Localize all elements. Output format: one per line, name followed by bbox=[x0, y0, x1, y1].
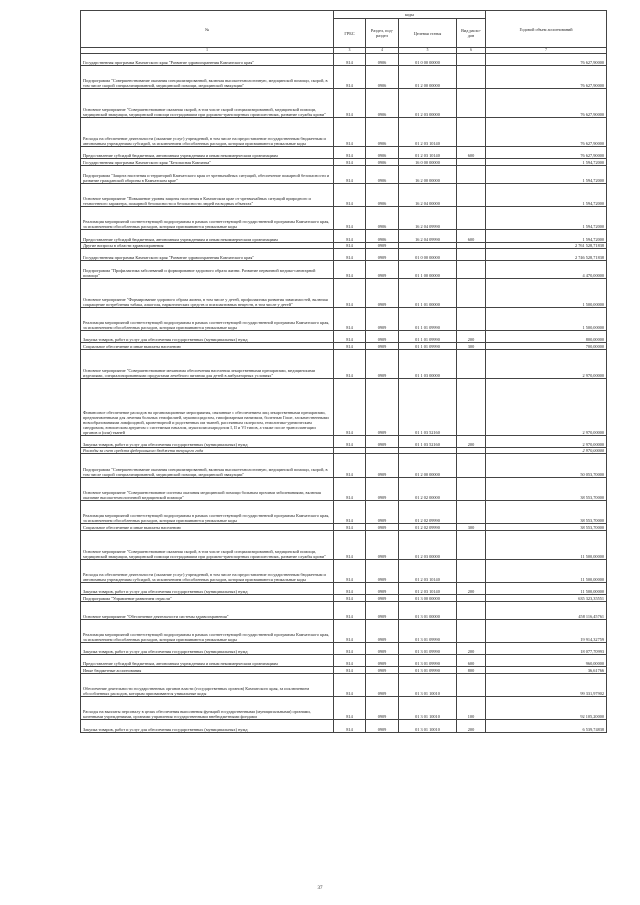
row-section: 0909 bbox=[366, 595, 399, 602]
row-name: Основное мероприятие "Совершенствование системы оказания медицинской помощи больным прочими заболеваниями, включая оказание высокотехнологичной медицинской помощи" bbox=[81, 477, 334, 500]
row-name: Закупка товаров, работ и услуг для обеспечения государственных (муниципальных) нужд bbox=[81, 720, 334, 732]
row-name: Обеспечение деятельности государственных органов власти (государственных органов) Камчатского края, за исключением обособленных расходов, которым присваиваются уникальные коды bbox=[81, 673, 334, 696]
row-target: 01 3 01 10010 bbox=[399, 720, 457, 732]
row-expense-type: 200 bbox=[457, 435, 486, 447]
row-section: 0906 bbox=[366, 183, 399, 206]
row-section: 0909 bbox=[366, 530, 399, 559]
budget-table bbox=[80, 10, 607, 733]
row-name: Предоставление субсидий бюджетным, автономным учреждениям и иным некоммерческим организациям bbox=[81, 147, 334, 159]
table-row bbox=[81, 447, 607, 454]
row-amount: 18 077,70993 bbox=[486, 642, 607, 654]
row-section: 0909 bbox=[366, 343, 399, 350]
table-row bbox=[81, 307, 607, 330]
row-target: 01 3 01 09990 bbox=[399, 619, 457, 642]
row-name: Подпрограмма "Защита населения и территорий Камчатского края от чрезвычайных ситуаций, обеспечение пожарной безопасности и развитие гражданской обороны в Камчатском крае" bbox=[81, 165, 334, 183]
row-expense-type bbox=[457, 530, 486, 559]
page-number: 37 bbox=[317, 886, 323, 891]
row-grbs: 814 bbox=[334, 89, 366, 118]
row-target: 01 1 01 00000 bbox=[399, 278, 457, 307]
row-section: 0909 bbox=[366, 435, 399, 447]
row-amount: 76 627,90000 bbox=[486, 66, 607, 89]
row-amount: 1 594,72000 bbox=[486, 207, 607, 230]
row-section bbox=[366, 447, 399, 454]
row-amount: 2 970,00000 bbox=[486, 378, 607, 435]
table-row bbox=[81, 500, 607, 523]
row-expense-type: 300 bbox=[457, 343, 486, 350]
row-section: 0906 bbox=[366, 159, 399, 166]
row-target: 01 1 01 09990 bbox=[399, 307, 457, 330]
row-section: 0906 bbox=[366, 165, 399, 183]
row-section: 0909 bbox=[366, 500, 399, 523]
row-target: 01 3 01 09990 bbox=[399, 654, 457, 666]
row-expense-type: 100 bbox=[457, 697, 486, 720]
row-expense-type bbox=[457, 66, 486, 89]
row-name: Социальное обеспечение и иные выплаты населению bbox=[81, 343, 334, 350]
row-expense-type: 200 bbox=[457, 331, 486, 343]
row-amount: 2 970,00000 bbox=[486, 447, 607, 454]
row-section: 0906 bbox=[366, 118, 399, 147]
row-expense-type bbox=[457, 378, 486, 435]
row-name: Реализация мероприятий соответствующей подпрограммы в рамках соответствующей государственной программы Камчатского края, за исключением обособленных расходов, которым присваиваются уникальные коды bbox=[81, 307, 334, 330]
header-row-top bbox=[81, 11, 607, 19]
row-expense-type bbox=[457, 559, 486, 582]
row-target: 01 0 00 00000 bbox=[399, 249, 457, 261]
document-sheet bbox=[80, 10, 606, 733]
row-amount: 960,00000 bbox=[486, 654, 607, 666]
row-amount: 635 323,35551 bbox=[486, 595, 607, 602]
row-name: Расходы на обеспечение деятельности (оказание услуг) учреждений, в том числе на предоставление государственным бюджетным и автономным учреждениям субсидий, за исключением обособленных расходов, которым присваиваются уникальные коды bbox=[81, 118, 334, 147]
row-name: Иные бюджетные ассигнования bbox=[81, 667, 334, 674]
row-name: Предоставление субсидий бюджетным, автономным учреждениям и иным некоммерческим организациям bbox=[81, 230, 334, 242]
row-name: Подпрограмма "Совершенствование оказания специализированной, включая высокотехнологичную, медицинской помощи, скорой, в том числе скорой специализированной, медицинской помощи, медицинской эвакуации" bbox=[81, 66, 334, 89]
table-row bbox=[81, 454, 607, 477]
row-name: Основное мероприятие "Совершенствование оказания скорой, в том числе скорой специализированной, медицинской помощи, медицинской эвакуации, медицинской помощи пострадавшим при дорожно-транспортных происшествиях, развитие службы крови" bbox=[81, 89, 334, 118]
header-expense-type: Вид расхо-дов bbox=[457, 19, 486, 48]
row-name: Основное мероприятие "Повышение уровня защиты населения в Камчатском крае от чрезвычайных ситуаций природного и техногенного характера, пожарной безопасности и безопасности людей на водных объектах" bbox=[81, 183, 334, 206]
row-grbs: 814 bbox=[334, 583, 366, 595]
row-expense-type bbox=[457, 673, 486, 696]
row-amount: 50 053,70000 bbox=[486, 454, 607, 477]
row-name: Расходы за счет средств федерального бюджета текущего года bbox=[81, 447, 334, 454]
row-expense-type bbox=[457, 183, 486, 206]
row-section: 0906 bbox=[366, 230, 399, 242]
row-name: Основное мероприятие "Совершенствование оказания скорой, в том числе скорой специализированной, медицинской помощи, медицинской эвакуации, медицинской помощи пострадавшим при дорожно-транспортных происшествиях, развитие службы крови" bbox=[81, 530, 334, 559]
row-amount: 76 627,90000 bbox=[486, 89, 607, 118]
row-target: 01 1 03 52160 bbox=[399, 378, 457, 435]
row-section: 0909 bbox=[366, 249, 399, 261]
row-name: Закупка товаров, работ и услуг для обеспечения государственных (муниципальных) нужд bbox=[81, 331, 334, 343]
table-row bbox=[81, 278, 607, 307]
row-grbs: 814 bbox=[334, 619, 366, 642]
table-row bbox=[81, 530, 607, 559]
table-row bbox=[81, 642, 607, 654]
row-target: 01 2 03 10140 bbox=[399, 559, 457, 582]
row-amount: 1 500,00000 bbox=[486, 278, 607, 307]
table-row bbox=[81, 595, 607, 602]
row-section: 0909 bbox=[366, 454, 399, 477]
row-target: 01 2 02 09990 bbox=[399, 524, 457, 531]
row-grbs: 814 bbox=[334, 454, 366, 477]
row-expense-type bbox=[457, 477, 486, 500]
table-row bbox=[81, 207, 607, 230]
row-expense-type: 200 bbox=[457, 583, 486, 595]
row-grbs: 814 bbox=[334, 66, 366, 89]
row-section: 0909 bbox=[366, 477, 399, 500]
row-target: 01 2 02 09990 bbox=[399, 500, 457, 523]
row-name: Реализация мероприятий соответствующей подпрограммы в рамках соответствующей государственной программы Камчатского края, за исключением обособленных расходов, которым присваиваются уникальные коды bbox=[81, 500, 334, 523]
table-row bbox=[81, 435, 607, 447]
row-expense-type: 600 bbox=[457, 654, 486, 666]
row-amount: 38 553,70000 bbox=[486, 477, 607, 500]
table-row bbox=[81, 524, 607, 531]
row-grbs: 814 bbox=[334, 435, 366, 447]
row-section: 0909 bbox=[366, 331, 399, 343]
row-section: 0909 bbox=[366, 261, 399, 279]
row-section: 0906 bbox=[366, 66, 399, 89]
row-section: 0909 bbox=[366, 619, 399, 642]
row-grbs: 814 bbox=[334, 165, 366, 183]
row-grbs: 814 bbox=[334, 378, 366, 435]
table-row bbox=[81, 601, 607, 619]
row-expense-type: 300 bbox=[457, 524, 486, 531]
table-row bbox=[81, 477, 607, 500]
table-row bbox=[81, 118, 607, 147]
row-name: Подпрограмма "Управление развитием отрасли" bbox=[81, 595, 334, 602]
row-grbs: 814 bbox=[334, 667, 366, 674]
row-grbs: 814 bbox=[334, 720, 366, 732]
row-expense-type bbox=[457, 454, 486, 477]
row-name: Закупка товаров, работ и услуг для обеспечения государственных (муниципальных) нужд bbox=[81, 583, 334, 595]
column-index-4: 5 bbox=[399, 48, 457, 54]
row-target: 01 2 03 00000 bbox=[399, 530, 457, 559]
row-grbs: 814 bbox=[334, 307, 366, 330]
header-codes: коды bbox=[334, 11, 486, 19]
row-target: 01 3 01 09990 bbox=[399, 667, 457, 674]
row-expense-type: 800 bbox=[457, 667, 486, 674]
row-section: 0909 bbox=[366, 697, 399, 720]
table-row bbox=[81, 559, 607, 582]
row-amount: 800,00000 bbox=[486, 331, 607, 343]
row-amount: 4 470,00000 bbox=[486, 261, 607, 279]
row-target bbox=[399, 447, 457, 454]
row-grbs: 814 bbox=[334, 230, 366, 242]
row-name: Подпрограмма "Профилактика заболеваний и формирование здорового образа жизни. Развитие первичной медико-санитарной помощи" bbox=[81, 261, 334, 279]
row-name: Государственная программа Камчатского края "Безопасная Камчатка" bbox=[81, 159, 334, 166]
row-section: 0909 bbox=[366, 667, 399, 674]
row-expense-type bbox=[457, 278, 486, 307]
row-target: 01 0 00 00000 bbox=[399, 54, 457, 66]
row-grbs: 814 bbox=[334, 183, 366, 206]
row-section: 0909 bbox=[366, 720, 399, 732]
row-name: Основное мероприятие "Формирование здорового образа жизни, в том числе у детей, профилактика развития зависимостей, включая сокращение потребления табака, алкоголя, наркотических средств и психоактивных веществ, в том числе у детей" bbox=[81, 278, 334, 307]
row-grbs: 814 bbox=[334, 207, 366, 230]
row-name: Расходы на обеспечение деятельности (оказание услуг) учреждений, в том числе на предоставление государственным бюджетным и автономным учреждениям субсидий, за исключением обособленных расходов, которым присваиваются уникальные коды bbox=[81, 559, 334, 582]
row-amount: 76 627,90000 bbox=[486, 147, 607, 159]
row-expense-type bbox=[457, 447, 486, 454]
row-target: 01 1 00 00000 bbox=[399, 261, 457, 279]
row-section: 0909 bbox=[366, 349, 399, 378]
row-expense-type bbox=[457, 207, 486, 230]
table-row bbox=[81, 583, 607, 595]
table-row bbox=[81, 147, 607, 159]
row-amount: 38 553,70000 bbox=[486, 500, 607, 523]
row-expense-type bbox=[457, 601, 486, 619]
row-name: Основное мероприятие "Совершенствование механизма обеспечения населения лекарственными препаратами, медицинскими изделиями, специализированными продуктами лечебного питания для детей в амбулаторных условиях" bbox=[81, 349, 334, 378]
row-expense-type: 200 bbox=[457, 642, 486, 654]
row-section: 0906 bbox=[366, 147, 399, 159]
column-index-6: 7 bbox=[486, 48, 607, 54]
row-target: 16 2 04 09990 bbox=[399, 230, 457, 242]
row-expense-type bbox=[457, 165, 486, 183]
row-grbs: 814 bbox=[334, 524, 366, 531]
row-grbs: 814 bbox=[334, 118, 366, 147]
row-expense-type: 600 bbox=[457, 230, 486, 242]
row-expense-type bbox=[457, 595, 486, 602]
row-section: 0909 bbox=[366, 278, 399, 307]
row-expense-type bbox=[457, 242, 486, 249]
table-row bbox=[81, 667, 607, 674]
row-grbs: 814 bbox=[334, 673, 366, 696]
row-name: Закупка товаров, работ и услуг для обеспечения государственных (муниципальных) нужд bbox=[81, 435, 334, 447]
row-amount: 38 553,70000 bbox=[486, 524, 607, 531]
row-amount: 76 627,90000 bbox=[486, 118, 607, 147]
row-grbs: 814 bbox=[334, 261, 366, 279]
table-row bbox=[81, 230, 607, 242]
row-name: Подпрограмма "Совершенствование оказания специализированной, включая высокотехнологичную, медицинской помощи, скорой, в том числе скорой специализированной, медицинской помощи, медицинской эвакуации" bbox=[81, 454, 334, 477]
row-grbs: 814 bbox=[334, 147, 366, 159]
row-grbs: 814 bbox=[334, 500, 366, 523]
row-amount: 458 116,45761 bbox=[486, 601, 607, 619]
row-grbs: 814 bbox=[334, 249, 366, 261]
row-section: 0909 bbox=[366, 378, 399, 435]
row-grbs: 814 bbox=[334, 697, 366, 720]
row-target: 16 0 00 00000 bbox=[399, 159, 457, 166]
row-name: Основное мероприятие "Обеспечение деятельности системы здравоохранения" bbox=[81, 601, 334, 619]
table-row bbox=[81, 54, 607, 66]
row-target: 16 2 00 00000 bbox=[399, 165, 457, 183]
row-expense-type bbox=[457, 349, 486, 378]
row-target: 01 3 00 00000 bbox=[399, 595, 457, 602]
row-grbs: 814 bbox=[334, 595, 366, 602]
row-target: 16 2 04 09990 bbox=[399, 207, 457, 230]
row-amount: 2 970,00000 bbox=[486, 435, 607, 447]
table-row bbox=[81, 242, 607, 249]
row-target: 01 2 03 00000 bbox=[399, 89, 457, 118]
row-section: 0909 bbox=[366, 242, 399, 249]
row-target: 01 1 03 00000 bbox=[399, 349, 457, 378]
row-section: 0909 bbox=[366, 601, 399, 619]
row-amount: 1 500,00000 bbox=[486, 307, 607, 330]
row-grbs: 814 bbox=[334, 559, 366, 582]
row-target: 01 2 00 00000 bbox=[399, 66, 457, 89]
table-body bbox=[81, 54, 607, 733]
table-row bbox=[81, 619, 607, 642]
row-section: 0906 bbox=[366, 54, 399, 66]
row-name: Другие вопросы в области здравоохранения bbox=[81, 242, 334, 249]
row-amount: 92 105,20000 bbox=[486, 697, 607, 720]
table-row bbox=[81, 261, 607, 279]
row-name: Финансовое обеспечение расходов на организационные мероприятия, связанные с обеспечением лиц лекарственными препаратами, предназначенными для лечения больных гемофилией, муковисцидозом, гипофизарным нанизмом, болезнью Гоше, злокачественными новообразованиями лимфоидной, кроветворной и родственных им тканей, рассеянным склерозом, гемолитико-уремическим синдромом, юношеским артритом с системным началом, мукополисахаридозом I, II и VI типов, а также после трансплантации органов и (или) тканей bbox=[81, 378, 334, 435]
table-row bbox=[81, 165, 607, 183]
row-amount: 76 627,90000 bbox=[486, 54, 607, 66]
row-amount: 2 746 528,71838 bbox=[486, 249, 607, 261]
row-expense-type bbox=[457, 89, 486, 118]
table-row bbox=[81, 89, 607, 118]
row-grbs: 814 bbox=[334, 530, 366, 559]
row-amount: 19 914,32759 bbox=[486, 619, 607, 642]
header-total: Годовой объем ассигнований bbox=[486, 11, 607, 48]
column-index-1: 1 bbox=[81, 48, 334, 54]
row-target bbox=[399, 242, 457, 249]
column-index-5: 6 bbox=[457, 48, 486, 54]
row-target: 01 1 03 52160 bbox=[399, 435, 457, 447]
row-name: Реализация мероприятий соответствующей подпрограммы в рамках соответствующей государственной программы Камчатского края, за исключением обособленных расходов, которым присваиваются уникальные коды bbox=[81, 207, 334, 230]
row-grbs: 814 bbox=[334, 54, 366, 66]
row-target: 16 2 04 00000 bbox=[399, 183, 457, 206]
row-grbs bbox=[334, 447, 366, 454]
header-section: Раздел, под-раздел bbox=[366, 19, 399, 48]
row-amount: 11 500,00000 bbox=[486, 530, 607, 559]
row-expense-type bbox=[457, 619, 486, 642]
header-grbs: ГРБС bbox=[334, 19, 366, 48]
row-expense-type bbox=[457, 307, 486, 330]
row-name: Социальное обеспечение и иные выплаты населению bbox=[81, 524, 334, 531]
row-target: 01 1 01 09990 bbox=[399, 331, 457, 343]
row-expense-type bbox=[457, 261, 486, 279]
row-amount: 1 594,72000 bbox=[486, 159, 607, 166]
row-target: 01 3 01 09990 bbox=[399, 642, 457, 654]
row-target: 01 2 03 10140 bbox=[399, 583, 457, 595]
row-expense-type: 200 bbox=[457, 720, 486, 732]
row-amount: 11 500,00000 bbox=[486, 559, 607, 582]
table-row bbox=[81, 654, 607, 666]
row-amount: 1 594,72000 bbox=[486, 230, 607, 242]
row-target: 01 2 03 10140 bbox=[399, 118, 457, 147]
row-grbs: 814 bbox=[334, 242, 366, 249]
row-name: Государственная программа Камчатского края "Развитие здравоохранения Камчатского края" bbox=[81, 54, 334, 66]
row-grbs: 814 bbox=[334, 278, 366, 307]
row-grbs: 814 bbox=[334, 477, 366, 500]
table-header bbox=[81, 11, 607, 54]
row-section: 0909 bbox=[366, 642, 399, 654]
table-row bbox=[81, 183, 607, 206]
row-target: 01 3 01 10010 bbox=[399, 697, 457, 720]
table-row bbox=[81, 66, 607, 89]
row-target: 01 2 02 00000 bbox=[399, 477, 457, 500]
row-name: Реализация мероприятий соответствующей подпрограммы в рамках соответствующей государственной программы Камчатского края, за исключением обособленных расходов, которым присваиваются уникальные коды bbox=[81, 619, 334, 642]
row-grbs: 814 bbox=[334, 601, 366, 619]
row-amount: 1 594,72000 bbox=[486, 165, 607, 183]
header-target: Целевая статья bbox=[399, 19, 457, 48]
row-grbs: 814 bbox=[334, 349, 366, 378]
row-target: 01 3 01 10010 bbox=[399, 673, 457, 696]
row-grbs: 814 bbox=[334, 343, 366, 350]
row-expense-type bbox=[457, 118, 486, 147]
table-row bbox=[81, 159, 607, 166]
row-name: Расходы на выплаты персоналу в целях обеспечения выполнения функций государственными (муниципальными) органами, казенными учреждениями, органами управления государственными внебюджетными фондами bbox=[81, 697, 334, 720]
row-section: 0909 bbox=[366, 673, 399, 696]
row-amount: 2 970,00000 bbox=[486, 349, 607, 378]
row-amount: 6 539,74838 bbox=[486, 720, 607, 732]
row-section: 0909 bbox=[366, 307, 399, 330]
column-index-3: 4 bbox=[366, 48, 399, 54]
row-name: Предоставление субсидий бюджетным, автономным учреждениям и иным некоммерческим организациям bbox=[81, 654, 334, 666]
table-row bbox=[81, 349, 607, 378]
row-name: Закупка товаров, работ и услуг для обеспечения государственных (муниципальных) нужд bbox=[81, 642, 334, 654]
row-amount: 2 761 528,71838 bbox=[486, 242, 607, 249]
row-amount: 700,00000 bbox=[486, 343, 607, 350]
row-grbs: 814 bbox=[334, 642, 366, 654]
row-expense-type bbox=[457, 54, 486, 66]
table-row bbox=[81, 378, 607, 435]
row-section: 0909 bbox=[366, 524, 399, 531]
row-section: 0909 bbox=[366, 583, 399, 595]
table-row bbox=[81, 697, 607, 720]
table-row bbox=[81, 331, 607, 343]
header-number: № bbox=[81, 11, 334, 48]
row-target: 01 3 01 00000 bbox=[399, 601, 457, 619]
row-target: 01 1 01 09990 bbox=[399, 343, 457, 350]
row-section: 0906 bbox=[366, 207, 399, 230]
row-expense-type bbox=[457, 249, 486, 261]
row-expense-type bbox=[457, 159, 486, 166]
row-section: 0909 bbox=[366, 654, 399, 666]
row-section: 0909 bbox=[366, 559, 399, 582]
row-target: 01 2 03 10140 bbox=[399, 147, 457, 159]
row-grbs: 814 bbox=[334, 159, 366, 166]
table-row bbox=[81, 720, 607, 732]
row-section: 0906 bbox=[366, 89, 399, 118]
row-amount: 1 594,72000 bbox=[486, 183, 607, 206]
row-grbs: 814 bbox=[334, 331, 366, 343]
column-index-2: 3 bbox=[334, 48, 366, 54]
table-row bbox=[81, 343, 607, 350]
row-expense-type bbox=[457, 500, 486, 523]
table-row bbox=[81, 249, 607, 261]
row-name: Государственная программа Камчатского края "Развитие здравоохранения Камчатского края" bbox=[81, 249, 334, 261]
table-row bbox=[81, 673, 607, 696]
row-expense-type: 600 bbox=[457, 147, 486, 159]
row-amount: 99 331,97902 bbox=[486, 673, 607, 696]
row-grbs: 814 bbox=[334, 654, 366, 666]
row-amount: 11 500,00000 bbox=[486, 583, 607, 595]
row-amount: 36,61766 bbox=[486, 667, 607, 674]
row-target: 01 2 00 00000 bbox=[399, 454, 457, 477]
